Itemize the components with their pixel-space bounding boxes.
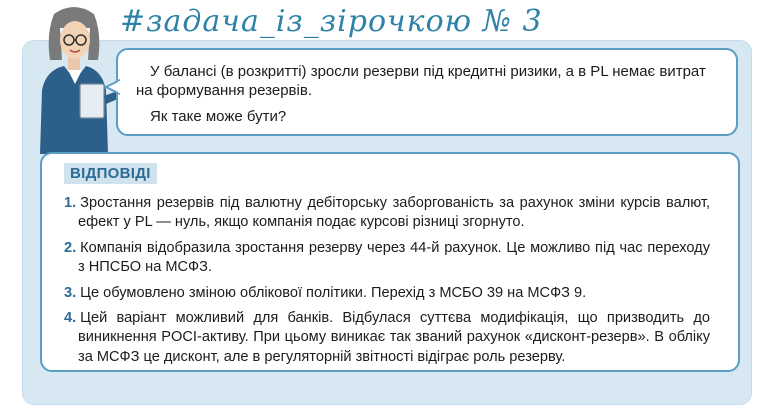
- answer-text: Компанія відобразила зростання резерву через 44-й рахунок. Це можливо під час переходу з НПСБО на МСФЗ.: [78, 239, 710, 276]
- answers-list: [62, 194, 710, 373]
- answer-text: Це обумовлено зміною облікової політики. Перехід з МСБО 39 на МСФЗ 9.: [80, 284, 587, 301]
- question-text: У балансі (в розкритті) зросли резерви під кредитні ризики, а в PL немає витрат на формування резервів.: [136, 63, 706, 99]
- answer-text: Цей варіант можливий для банків. Відбулася суттєва модифікація, що призводить до виникнення POCI-активу. При цьому виникає так званий рахунок «дисконт-резерв». В обліку за МСФЗ це дисконт, але в регуляторній звітності відіграє роль резерву.: [78, 310, 710, 365]
- page-title: #задача_із_зірочкою № 3: [120, 4, 543, 39]
- answer-item: [62, 239, 710, 278]
- answer-item: [62, 309, 710, 367]
- answers-title: ВІДПОВІДІ: [64, 163, 157, 184]
- answer-text: Зростання резервів під валютну дебіторську заборгованість за рахунок зміни курсів валют, ефект у PL — нуль, якщо компанія подає курсові різниці згорнуто.: [78, 195, 710, 231]
- bubble-tail: [104, 78, 120, 96]
- answer-number: 3.: [64, 284, 77, 301]
- answer-item: [62, 194, 710, 233]
- answer-number: 2.: [64, 239, 77, 256]
- answer-number: 4.: [64, 310, 77, 327]
- question-prompt: Як таке може бути?: [150, 108, 287, 125]
- question-bubble: [116, 48, 738, 136]
- answer-item: [62, 284, 710, 303]
- answer-number: 1.: [64, 195, 77, 211]
- answers-panel: [40, 152, 740, 372]
